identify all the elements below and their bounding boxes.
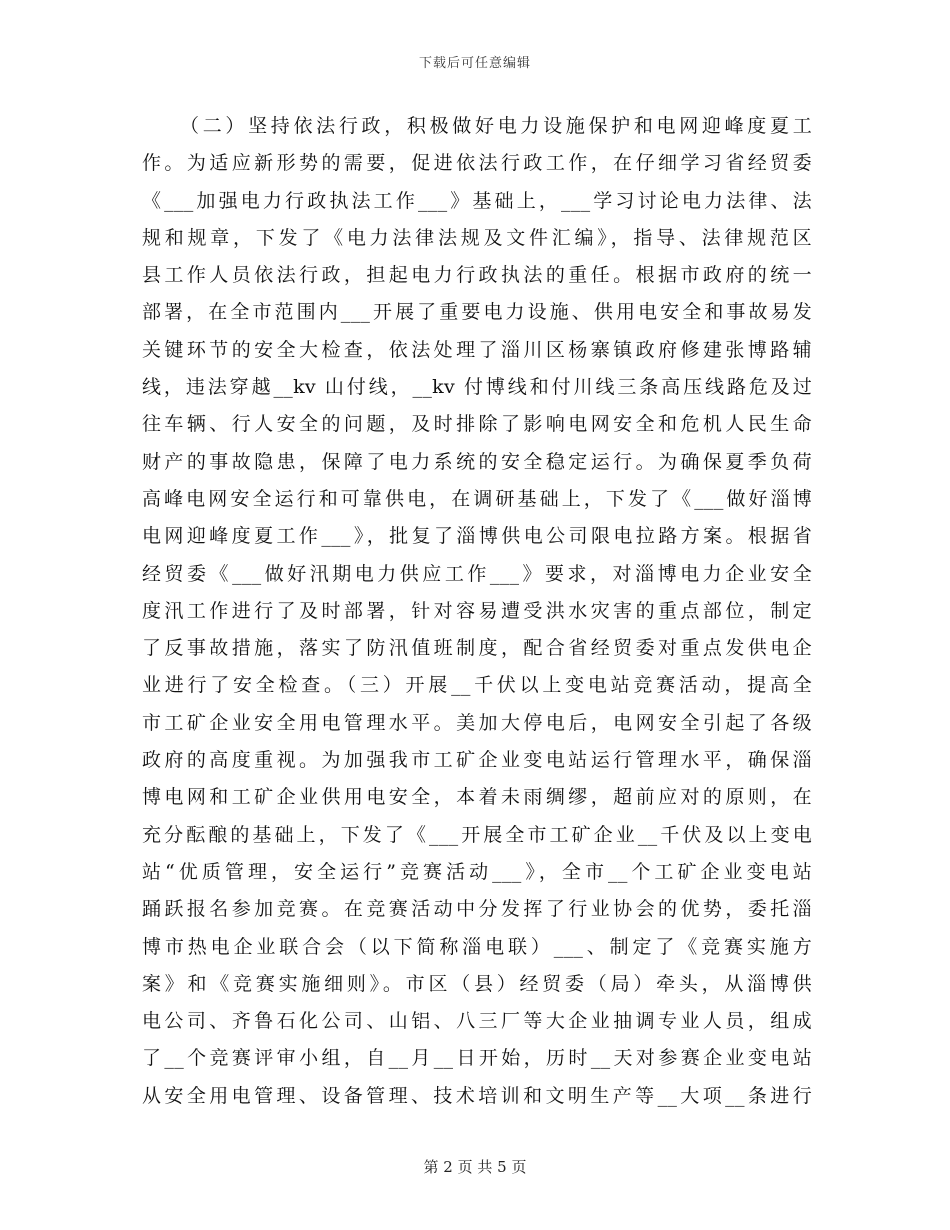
body-line: 线，违法穿越__kv 山付线，__kv 付博线和付川线三条高压线路危及过 bbox=[142, 376, 812, 399]
body-line: 经贸委《___做好汛期电力供应工作___》要求，对淄博电力企业安全 bbox=[142, 562, 812, 585]
page-header-note: 下载后可任意编辑 bbox=[418, 56, 531, 71]
body-line: 关键环节的安全大检查，依法处理了淄川区杨寨镇政府修建张博路辅 bbox=[142, 338, 812, 361]
body-line: 电公司、齐鲁石化公司、山铝、八三厂等大企业抽调专业人员，组成 bbox=[142, 1010, 812, 1033]
body-line: 了__个竞赛评审小组，自__月__日开始，历时__天对参赛企业变电站 bbox=[142, 1047, 812, 1070]
body-line: 度汛工作进行了及时部署，针对容易遭受洪水灾害的重点部位，制定 bbox=[142, 599, 812, 622]
body-line: 博电网和工矿企业供用电安全，本着未雨绸缪，超前应对的原则，在 bbox=[142, 786, 812, 809]
body-line: 部署，在全市范围内___开展了重要电力设施、供用电安全和事故易发 bbox=[142, 301, 812, 324]
body-line: 作。为适应新形势的需要，促进依法行政工作，在仔细学习省经贸委 bbox=[142, 152, 812, 175]
body-line: 电网迎峰度夏工作___》，批复了淄博供电公司限电拉路方案。根据省 bbox=[142, 525, 812, 548]
body-line: 往车辆、行人安全的问题，及时排除了影响电网安全和危机人民生命 bbox=[142, 413, 812, 436]
body-line: 案》和《竞赛实施细则》。市区（县）经贸委（局）牵头，从淄博供 bbox=[142, 972, 812, 995]
body-line: 充分酝酿的基础上，下发了《___开展全市工矿企业__千伏及以上变电 bbox=[142, 823, 812, 846]
body-line: 了反事故措施，落实了防汛值班制度，配合省经贸委对重点发供电企 bbox=[142, 637, 812, 660]
body-line: 《___加强电力行政执法工作___》基础上，___学习讨论电力法律、法 bbox=[142, 189, 812, 212]
body-line: （二）坚持依法行政，积极做好电力设施保护和电网迎峰度夏工 bbox=[180, 115, 812, 137]
document-body bbox=[142, 108, 812, 1115]
body-line: 财产的事故隐患，保障了电力系统的安全稳定运行。为确保夏季负荷 bbox=[142, 450, 812, 473]
body-line: 县工作人员依法行政，担起电力行政执法的重任。根据市政府的统一 bbox=[142, 264, 812, 287]
page-number: 第 2 页 共 5 页 bbox=[423, 1158, 527, 1176]
body-line: 博市热电企业联合会（以下简称淄电联）___、制定了《竞赛实施方 bbox=[142, 935, 812, 958]
body-line: 从安全用电管理、设备管理、技术培训和文明生产等__大项__条进行 bbox=[142, 1084, 812, 1107]
body-line: 市工矿企业安全用电管理水平。美加大停电后，电网安全引起了各级 bbox=[142, 711, 812, 734]
body-line: 政府的高度重视。为加强我市工矿企业变电站运行管理水平，确保淄 bbox=[142, 749, 812, 772]
body-line: 高峰电网安全运行和可靠供电，在调研基础上，下发了《___做好淄博 bbox=[142, 487, 812, 510]
body-line: 踊跃报名参加竞赛。在竞赛活动中分发挥了行业协会的优势，委托淄 bbox=[142, 898, 812, 921]
body-line: 规和规章，下发了《电力法律法规及文件汇编》，指导、法律规范区 bbox=[142, 226, 812, 249]
body-line: 站“优质管理，安全运行”竞赛活动___》，全市__个工矿企业变电站 bbox=[142, 860, 812, 883]
body-line: 业进行了安全检查。（三）开展__千伏以上变电站竞赛活动，提高全 bbox=[142, 674, 812, 697]
